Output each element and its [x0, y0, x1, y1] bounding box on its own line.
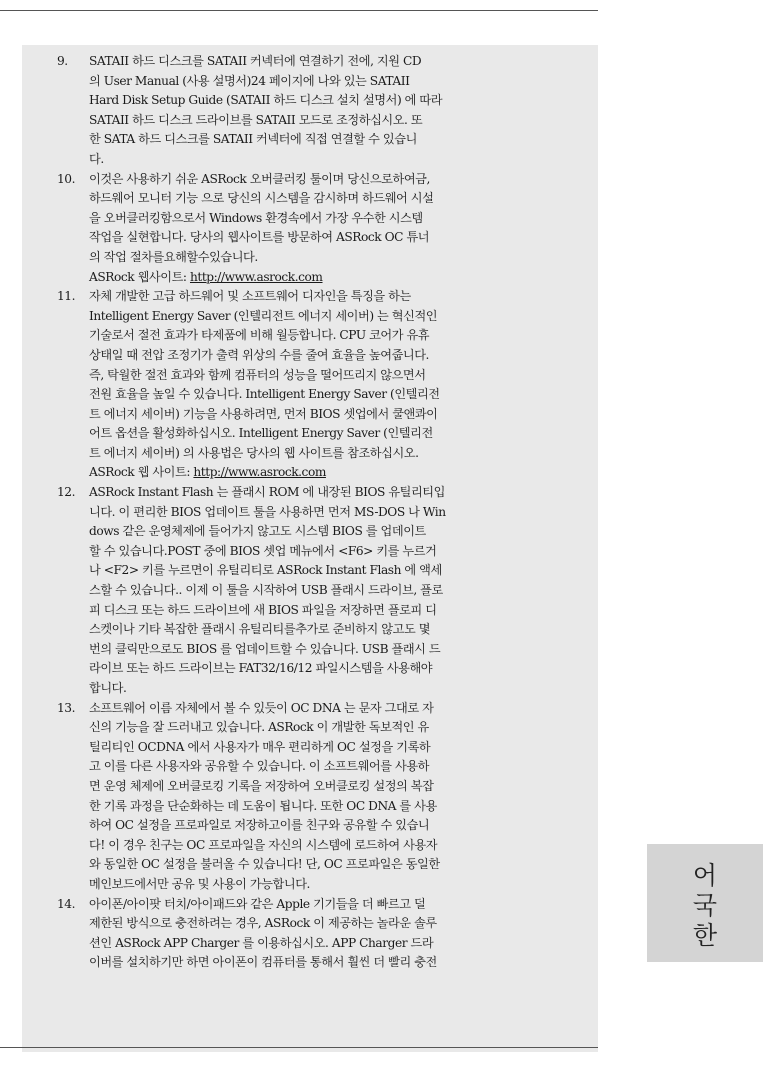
website-line	[89, 463, 515, 483]
note-text-line: 전원 효율을 높일 수 있습니다. Intelligent Energy Saver (인텔리전	[89, 387, 440, 402]
note-text-line: 하여 OC 설정을 프로파일로 저장하고이를 친구와 공유할 수 있습니	[89, 818, 430, 833]
language-tab-char: 한	[692, 921, 718, 950]
note-text-line: 션인 ASRock APP Charger 를 이용하십시오. APP Charger 드라	[89, 935, 434, 950]
note-text-line: 틸리티인 OCDNA 에서 사용자가 매우 편리하게 OC 설정을 기록하	[89, 739, 431, 754]
note-text-line: dows 같은 운영체제에 들어가지 않고도 시스템 BIOS 를 업데이트	[89, 524, 426, 539]
note-text-line: 신의 기능을 잘 드러내고 있습니다. ASRock 이 개발한 독보적인 유	[89, 720, 429, 735]
note-text-line: 나 <F2> 키를 누르면이 유틸리티로 ASRock Instant Flash 에 액세	[89, 563, 442, 578]
note-text-line: 의 작업 절차를요해할수있습니다.	[89, 249, 258, 264]
note-text-line: 할 수 있습니다.POST 중에 BIOS 셋업 메뉴에서 <F6> 키를 누르거	[89, 543, 437, 558]
note-item	[57, 287, 515, 483]
language-tab-char: 국	[692, 891, 718, 920]
note-item	[57, 170, 515, 288]
note-text-line: 작업을 실현합니다. 당사의 웹사이트를 방문하여 ASRock OC 튜너	[89, 230, 430, 245]
note-number: 13.	[57, 700, 76, 715]
note-text-line: 피 디스크 또는 하드 드라이브에 새 BIOS 파일을 저장하면 플로피 디	[89, 602, 437, 617]
note-text-line: 다! 이 경우 친구는 OC 프로파일을 자신의 시스템에 로드하여 사용자	[89, 837, 438, 852]
note-number: 9.	[57, 54, 68, 68]
website-label: ASRock 웹사이트:	[89, 269, 190, 284]
note-text-line: 고 이를 다른 사용자와 공유할 수 있습니다. 이 소프트웨어를 사용하	[89, 759, 429, 774]
note-text-line: 다.	[89, 151, 104, 166]
note-text-line: 을 오버클러킹함으로서 Windows 환경속에서 가장 우수한 시스템	[89, 210, 423, 225]
note-text-line: 니다. 이 편리한 BIOS 업데이트 툴을 사용하면 먼저 MS-DOS 나 Win	[89, 504, 446, 519]
note-text-line: 합니다.	[89, 681, 127, 695]
note-text-line: SATAII 하드 디스크 드라이브를 SATAII 모드로 조정하십시오. 또	[89, 112, 423, 127]
note-text-line: 한 기록 과정을 단순화하는 데 도움이 됩니다. 또한 OC DNA 를 사용	[89, 798, 437, 813]
note-number: 10.	[57, 171, 76, 186]
note-text-line: 상태일 때 전압 조정기가 출력 위상의 수를 줄여 효율을 높여줍니다.	[89, 347, 429, 362]
website-line	[89, 268, 515, 288]
note-text-line: 스할 수 있습니다.. 이제 이 툴을 시작하여 USB 플래시 드라이브, 플로	[89, 583, 443, 598]
note-number: 12.	[57, 485, 76, 500]
language-tab-char: 어	[692, 861, 718, 890]
notes-list	[57, 52, 515, 973]
note-text-line: 트 에너지 세이버) 의 사용법은 당사의 웹 사이트를 참조하십시오.	[89, 445, 419, 460]
language-tab	[647, 844, 763, 962]
note-text-line: 어트 옵션을 활성화하십시오. Intelligent Energy Saver (인텔리전	[89, 426, 433, 441]
note-item	[57, 52, 515, 170]
note-text-line: SATAII 하드 디스크를 SATAII 커넥터에 연결하기 전에, 지원 CD	[89, 54, 422, 68]
note-text-line: 라이브 또는 하드 드라이브는 FAT32/16/12 파일시스템을 사용해야	[89, 661, 433, 676]
note-text-line: Intelligent Energy Saver (인텔리전트 에너지 세이버) 는 혁신적인	[89, 308, 438, 323]
note-text-line: 한 SATA 하드 디스크를 SATAII 커넥터에 직접 연결할 수 있습니	[89, 132, 417, 147]
top-rule	[0, 10, 598, 11]
website-link[interactable]: http://www.asrock.com	[189, 269, 323, 284]
note-text-line: 이버를 설치하기만 하면 아이폰이 컴퓨터를 통해서 훨씬 더 빨리 충전	[89, 955, 437, 970]
note-text-line: ASRock Instant Flash 는 플래시 ROM 에 내장된 BIOS 유틸리티입	[89, 485, 445, 500]
note-text-line: 기술로서 절전 효과가 타제품에 비해 월등합니다. CPU 코어가 유휴	[89, 328, 430, 343]
bottom-rule	[0, 1047, 598, 1048]
note-text-line: 아이폰/아이팟 터치/아이패드와 같은 Apple 기기들을 더 빠르고 덜	[89, 896, 426, 911]
website-label: ASRock 웹 사이트:	[89, 465, 194, 480]
note-text-line: 즉, 탁월한 절전 효과와 함께 컴퓨터의 성능을 떨어뜨리지 않으면서	[89, 367, 426, 382]
website-link[interactable]: http://www.asrock.com	[193, 465, 326, 480]
note-text-line: 소프트웨어 이름 자체에서 볼 수 있듯이 OC DNA 는 문자 그대로 자	[89, 700, 434, 715]
note-text-line: 자체 개발한 고급 하드웨어 및 소프트웨어 디자인을 특징을 하는	[89, 289, 411, 304]
note-text-line: 메인보드에서만 공유 및 사용이 가능합니다.	[89, 876, 310, 891]
note-text-line: 의 User Manual (사용 설명서)24 페이지에 나와 있는 SATAII	[89, 73, 410, 88]
note-text-line: 이것은 사용하기 쉬운 ASRock 오버클러킹 툴이며 당신으로하여금,	[89, 171, 430, 186]
note-text-line: 와 동일한 OC 설정을 불러올 수 있습니다! 단, OC 프로파일은 동일한	[89, 857, 440, 872]
note-item	[57, 483, 515, 699]
note-text-line: 제한된 방식으로 충전하려는 경우, ASRock 이 제공하는 놀라운 솔루	[89, 916, 437, 931]
note-number: 14.	[57, 896, 76, 911]
note-number: 11.	[57, 289, 76, 304]
note-text-line: 번의 클릭만으로도 BIOS 를 업데이트할 수 있습니다. USB 플래시 드	[89, 641, 441, 656]
note-item	[57, 895, 515, 973]
note-item	[57, 699, 515, 895]
note-text-line: 하드웨어 모니터 기능 으로 당신의 시스템을 감시하며 하드웨어 시설	[89, 191, 434, 206]
note-text-line: 스켓이나 기타 복잡한 플래시 유틸리티를추가로 준비하지 않고도 몇	[89, 622, 431, 637]
note-text-line: 트 에너지 세이버) 기능을 사용하려면, 먼저 BIOS 셋업에서 쿨앤콰이	[89, 406, 438, 421]
note-text-line: 면 운영 체제에 오버클로킹 기록을 저장하여 오버클로킹 설정의 복잡	[89, 778, 434, 793]
note-text-line: Hard Disk Setup Guide (SATAII 하드 디스크 설치 설명서) 에 따라	[89, 93, 443, 108]
